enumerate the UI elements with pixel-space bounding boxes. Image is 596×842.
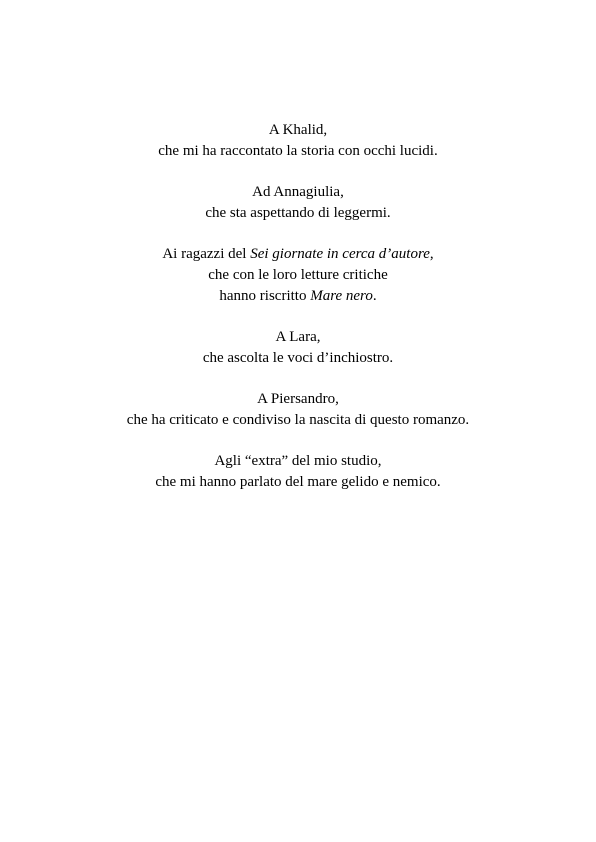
line-text: A Piersandro, xyxy=(257,391,339,407)
line-text: che mi ha raccontato la storia con occhi lucidi. xyxy=(158,143,438,159)
dedication-stanza xyxy=(0,327,596,369)
dedication-line xyxy=(0,451,596,472)
dedication-line xyxy=(0,389,596,410)
line-text: A Lara, xyxy=(275,329,321,345)
italic-title: Sei giornate in cerca d’autore xyxy=(250,246,430,262)
dedication-line xyxy=(0,348,596,369)
line-text: hanno riscritto xyxy=(219,288,311,304)
line-text: che sta aspettando di leggermi. xyxy=(205,205,391,221)
dedication-line xyxy=(0,286,596,307)
dedication-stanza xyxy=(0,182,596,224)
line-text: A Khalid, xyxy=(268,122,328,138)
dedication-line xyxy=(0,182,596,203)
line-text: che ascolta le voci d’inchiostro. xyxy=(202,350,394,366)
dedication-line xyxy=(0,244,596,265)
dedication-line xyxy=(0,410,596,431)
line-text: che mi hanno parlato del mare gelido e nemico. xyxy=(155,474,441,490)
dedication-line xyxy=(0,327,596,348)
dedication-stanza xyxy=(0,451,596,493)
dedication-block xyxy=(0,120,596,513)
dedication-line xyxy=(0,265,596,286)
line-text: che ha criticato e condiviso la nascita di questo romanzo. xyxy=(126,412,470,428)
dedication-line xyxy=(0,120,596,141)
line-text: , xyxy=(429,246,434,262)
line-text: . xyxy=(372,288,377,304)
dedication-stanza xyxy=(0,389,596,431)
line-text: Ad Annagiulia, xyxy=(252,184,344,200)
line-text: Agli “extra” del mio studio, xyxy=(214,453,382,469)
line-text: che con le loro letture critiche xyxy=(208,267,388,283)
dedication-line xyxy=(0,472,596,493)
dedication-stanza xyxy=(0,244,596,307)
dedication-line xyxy=(0,203,596,224)
line-text: Ai ragazzi del xyxy=(162,246,251,262)
italic-title: Mare nero xyxy=(310,288,373,304)
dedication-stanza xyxy=(0,120,596,162)
dedication-line xyxy=(0,141,596,162)
